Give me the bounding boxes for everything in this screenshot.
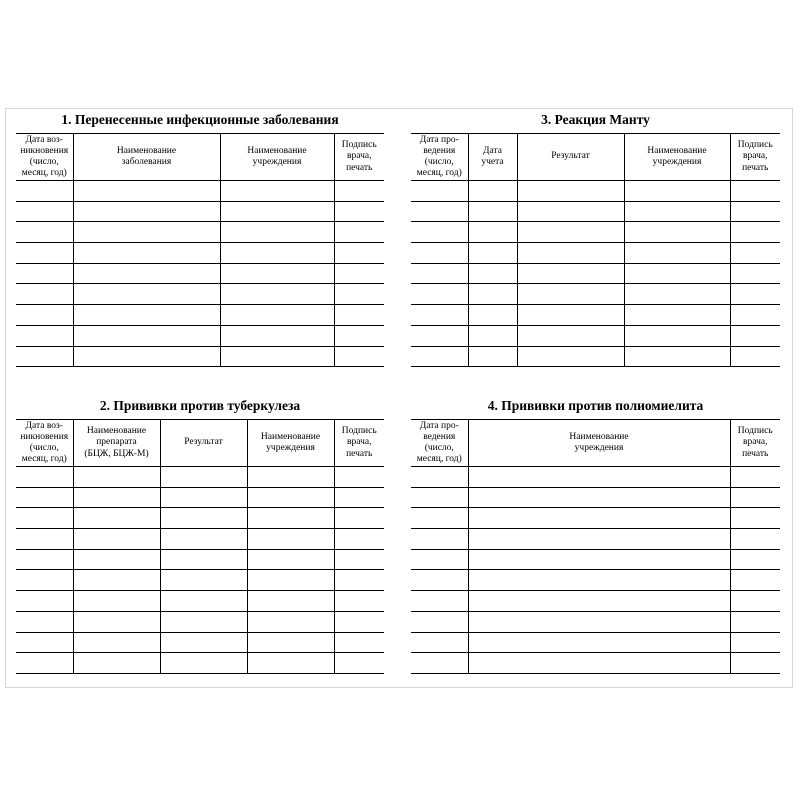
table-cell[interactable] bbox=[16, 549, 73, 570]
table-cell[interactable] bbox=[730, 570, 780, 591]
table-cell[interactable] bbox=[334, 487, 384, 508]
column-header-institution: Наименование учреждения bbox=[247, 420, 334, 467]
table-cell[interactable] bbox=[468, 632, 730, 653]
table-cell[interactable] bbox=[517, 305, 624, 326]
table-cell[interactable] bbox=[16, 529, 73, 550]
table-cell[interactable] bbox=[468, 549, 730, 570]
table-row bbox=[16, 487, 384, 508]
table-cell[interactable] bbox=[730, 653, 780, 674]
table-cell[interactable] bbox=[730, 346, 780, 367]
table-cell[interactable] bbox=[730, 284, 780, 305]
table-cell[interactable] bbox=[16, 305, 73, 326]
table-row bbox=[411, 529, 780, 550]
table-row bbox=[16, 243, 384, 264]
table-cell[interactable] bbox=[73, 570, 160, 591]
table-cell[interactable] bbox=[517, 181, 624, 202]
table-row bbox=[16, 181, 384, 202]
table-cell[interactable] bbox=[517, 243, 624, 264]
table-cell[interactable] bbox=[220, 263, 334, 284]
table-cell[interactable] bbox=[411, 305, 468, 326]
table-row bbox=[411, 549, 780, 570]
table-cell[interactable] bbox=[16, 243, 73, 264]
table-cell[interactable] bbox=[730, 611, 780, 632]
table-row bbox=[16, 549, 384, 570]
table-cell[interactable] bbox=[730, 181, 780, 202]
table-cell[interactable] bbox=[334, 181, 384, 202]
column-header-vaccine-name: Наименование препарата (БЦЖ, БЦЖ-М) bbox=[73, 420, 160, 467]
table-cell[interactable] bbox=[468, 529, 730, 550]
table-cell[interactable] bbox=[624, 243, 730, 264]
table-cell[interactable] bbox=[73, 263, 220, 284]
table-cell[interactable] bbox=[334, 243, 384, 264]
table-row bbox=[411, 305, 780, 326]
table-cell[interactable] bbox=[730, 467, 780, 488]
table-cell[interactable] bbox=[517, 263, 624, 284]
table-cell[interactable] bbox=[73, 222, 220, 243]
section-polio-vaccination bbox=[411, 396, 780, 674]
table-cell[interactable] bbox=[16, 611, 73, 632]
column-header-date: Дата воз- никновения (число, месяц, год) bbox=[16, 420, 73, 467]
table-cell[interactable] bbox=[334, 653, 384, 674]
table-cell[interactable] bbox=[16, 325, 73, 346]
table-cell[interactable] bbox=[730, 243, 780, 264]
table-cell[interactable] bbox=[411, 243, 468, 264]
table-cell[interactable] bbox=[220, 201, 334, 222]
table-row bbox=[16, 632, 384, 653]
table-cell[interactable] bbox=[247, 632, 334, 653]
column-header-date: Дата про- ведения (число, месяц, год) bbox=[411, 420, 468, 467]
table-cell[interactable] bbox=[624, 346, 730, 367]
table-cell[interactable] bbox=[411, 222, 468, 243]
table-cell[interactable] bbox=[247, 611, 334, 632]
table-cell[interactable] bbox=[247, 591, 334, 612]
table-cell[interactable] bbox=[247, 467, 334, 488]
table-cell[interactable] bbox=[220, 346, 334, 367]
table-row bbox=[16, 570, 384, 591]
table-row bbox=[16, 611, 384, 632]
section-mantoux bbox=[411, 110, 780, 367]
table-cell[interactable] bbox=[16, 181, 73, 202]
table-cell[interactable] bbox=[73, 305, 220, 326]
table-cell[interactable] bbox=[411, 653, 468, 674]
column-header-result: Результат bbox=[517, 134, 624, 181]
table-cell[interactable] bbox=[73, 508, 160, 529]
table-cell[interactable] bbox=[160, 467, 247, 488]
table-row bbox=[411, 570, 780, 591]
table-cell[interactable] bbox=[468, 570, 730, 591]
table-cell[interactable] bbox=[468, 181, 517, 202]
table-cell[interactable] bbox=[220, 325, 334, 346]
column-header-institution: Наименование учреждения bbox=[468, 420, 730, 467]
table-cell[interactable] bbox=[73, 487, 160, 508]
table-cell[interactable] bbox=[411, 263, 468, 284]
table-cell[interactable] bbox=[517, 346, 624, 367]
polio-table bbox=[411, 419, 780, 674]
table-cell[interactable] bbox=[517, 325, 624, 346]
table-cell[interactable] bbox=[730, 263, 780, 284]
table-cell[interactable] bbox=[16, 201, 73, 222]
table-cell[interactable] bbox=[334, 508, 384, 529]
column-header-signature: Подпись врача, печать bbox=[730, 134, 780, 181]
table-cell[interactable] bbox=[730, 632, 780, 653]
table-cell[interactable] bbox=[16, 591, 73, 612]
table-cell[interactable] bbox=[334, 325, 384, 346]
table-row bbox=[411, 201, 780, 222]
table-row bbox=[411, 325, 780, 346]
table-row bbox=[411, 611, 780, 632]
table-row bbox=[411, 263, 780, 284]
table-cell[interactable] bbox=[517, 284, 624, 305]
table-row bbox=[411, 632, 780, 653]
table-cell[interactable] bbox=[334, 467, 384, 488]
table-cell[interactable] bbox=[334, 305, 384, 326]
table-row bbox=[16, 508, 384, 529]
table-cell[interactable] bbox=[247, 487, 334, 508]
table-cell[interactable] bbox=[247, 508, 334, 529]
table-cell[interactable] bbox=[220, 222, 334, 243]
table-row bbox=[16, 201, 384, 222]
table-row bbox=[411, 508, 780, 529]
table-cell[interactable] bbox=[73, 346, 220, 367]
table-row bbox=[16, 346, 384, 367]
column-header-signature: Подпись врача, печать bbox=[730, 420, 780, 467]
table-cell[interactable] bbox=[16, 346, 73, 367]
table-cell[interactable] bbox=[334, 632, 384, 653]
section-title: 3. Реакция Манту bbox=[541, 112, 650, 127]
table-cell[interactable] bbox=[16, 222, 73, 243]
table-cell[interactable] bbox=[247, 549, 334, 570]
table-cell[interactable] bbox=[334, 570, 384, 591]
column-header-date: Дата воз- никновения (число, месяц, год) bbox=[16, 134, 73, 181]
column-header-signature: Подпись врача, печать bbox=[334, 134, 384, 181]
table-cell[interactable] bbox=[73, 632, 160, 653]
section-title: 4. Прививки против полиомиелита bbox=[487, 398, 704, 413]
table-cell[interactable] bbox=[160, 653, 247, 674]
table-cell[interactable] bbox=[73, 243, 220, 264]
table-cell[interactable] bbox=[73, 201, 220, 222]
table-cell[interactable] bbox=[160, 611, 247, 632]
table-cell[interactable] bbox=[73, 529, 160, 550]
table-cell[interactable] bbox=[624, 181, 730, 202]
table-cell[interactable] bbox=[624, 263, 730, 284]
section-infectious-diseases bbox=[16, 110, 384, 367]
table-row bbox=[411, 487, 780, 508]
section-tuberculosis-vaccination bbox=[16, 396, 384, 674]
table-cell[interactable] bbox=[730, 201, 780, 222]
table-cell[interactable] bbox=[411, 201, 468, 222]
table-cell[interactable] bbox=[16, 653, 73, 674]
table-row bbox=[411, 346, 780, 367]
table-cell[interactable] bbox=[468, 325, 517, 346]
table-cell[interactable] bbox=[411, 181, 468, 202]
table-cell[interactable] bbox=[247, 529, 334, 550]
table-cell[interactable] bbox=[468, 201, 517, 222]
tuberculosis-table bbox=[16, 419, 384, 674]
table-cell[interactable] bbox=[468, 305, 517, 326]
table-cell[interactable] bbox=[411, 284, 468, 305]
table-row bbox=[16, 263, 384, 284]
section-title: 1. Перенесенные инфекционные заболевания bbox=[61, 112, 339, 127]
table-cell[interactable] bbox=[220, 284, 334, 305]
table-cell[interactable] bbox=[468, 284, 517, 305]
table-cell[interactable] bbox=[411, 549, 468, 570]
table-cell[interactable] bbox=[468, 263, 517, 284]
table-cell[interactable] bbox=[624, 201, 730, 222]
table-cell[interactable] bbox=[334, 263, 384, 284]
table-cell[interactable] bbox=[730, 325, 780, 346]
table-row bbox=[16, 467, 384, 488]
table-cell[interactable] bbox=[160, 508, 247, 529]
table-cell[interactable] bbox=[411, 487, 468, 508]
table-cell[interactable] bbox=[73, 611, 160, 632]
table-cell[interactable] bbox=[730, 508, 780, 529]
table-cell[interactable] bbox=[468, 611, 730, 632]
column-header-institution: Наименование учреждения bbox=[624, 134, 730, 181]
table-cell[interactable] bbox=[468, 487, 730, 508]
table-cell[interactable] bbox=[334, 591, 384, 612]
table-cell[interactable] bbox=[411, 570, 468, 591]
table-cell[interactable] bbox=[468, 222, 517, 243]
table-cell[interactable] bbox=[73, 549, 160, 570]
table-cell[interactable] bbox=[16, 632, 73, 653]
table-cell[interactable] bbox=[730, 591, 780, 612]
table-cell[interactable] bbox=[730, 487, 780, 508]
table-cell[interactable] bbox=[334, 346, 384, 367]
table-cell[interactable] bbox=[411, 591, 468, 612]
table-cell[interactable] bbox=[468, 346, 517, 367]
mantoux-table bbox=[411, 133, 780, 367]
table-row bbox=[16, 653, 384, 674]
table-cell[interactable] bbox=[220, 243, 334, 264]
table-cell[interactable] bbox=[411, 467, 468, 488]
table-row bbox=[16, 222, 384, 243]
table-cell[interactable] bbox=[73, 591, 160, 612]
table-row bbox=[411, 222, 780, 243]
table-row bbox=[411, 181, 780, 202]
table-cell[interactable] bbox=[411, 325, 468, 346]
column-header-result: Результат bbox=[160, 420, 247, 467]
table-cell[interactable] bbox=[73, 653, 160, 674]
table-row bbox=[16, 305, 384, 326]
table-cell[interactable] bbox=[517, 222, 624, 243]
table-cell[interactable] bbox=[73, 181, 220, 202]
table-cell[interactable] bbox=[16, 570, 73, 591]
column-header-date: Дата про- ведения (число, месяц, год) bbox=[411, 134, 468, 181]
table-cell[interactable] bbox=[16, 487, 73, 508]
table-cell[interactable] bbox=[334, 201, 384, 222]
table-row bbox=[16, 325, 384, 346]
table-cell[interactable] bbox=[334, 222, 384, 243]
table-cell[interactable] bbox=[334, 549, 384, 570]
section-title: 2. Прививки против туберкулеза bbox=[99, 398, 301, 413]
table-row bbox=[411, 653, 780, 674]
table-cell[interactable] bbox=[160, 549, 247, 570]
table-cell[interactable] bbox=[411, 508, 468, 529]
table-cell[interactable] bbox=[220, 305, 334, 326]
table-cell[interactable] bbox=[160, 632, 247, 653]
table-cell[interactable] bbox=[73, 284, 220, 305]
table-row bbox=[16, 284, 384, 305]
table-cell[interactable] bbox=[247, 570, 334, 591]
table-cell[interactable] bbox=[411, 346, 468, 367]
table-cell[interactable] bbox=[468, 653, 730, 674]
table-cell[interactable] bbox=[334, 284, 384, 305]
table-cell[interactable] bbox=[468, 591, 730, 612]
table-cell[interactable] bbox=[160, 591, 247, 612]
table-cell[interactable] bbox=[730, 549, 780, 570]
diseases-table bbox=[16, 133, 384, 367]
column-header-disease-name: Наименование заболевания bbox=[73, 134, 220, 181]
table-cell[interactable] bbox=[624, 305, 730, 326]
table-cell[interactable] bbox=[411, 611, 468, 632]
table-cell[interactable] bbox=[73, 325, 220, 346]
table-cell[interactable] bbox=[160, 487, 247, 508]
table-cell[interactable] bbox=[16, 284, 73, 305]
table-row bbox=[16, 529, 384, 550]
table-row bbox=[411, 284, 780, 305]
table-row bbox=[411, 467, 780, 488]
table-cell[interactable] bbox=[730, 529, 780, 550]
column-header-institution: Наименование учреждения bbox=[220, 134, 334, 181]
table-row bbox=[411, 243, 780, 264]
table-cell[interactable] bbox=[624, 284, 730, 305]
table-cell[interactable] bbox=[624, 325, 730, 346]
table-cell[interactable] bbox=[517, 201, 624, 222]
table-cell[interactable] bbox=[247, 653, 334, 674]
table-cell[interactable] bbox=[16, 263, 73, 284]
table-cell[interactable] bbox=[468, 467, 730, 488]
table-cell[interactable] bbox=[468, 243, 517, 264]
table-row bbox=[411, 591, 780, 612]
table-cell[interactable] bbox=[730, 222, 780, 243]
table-cell[interactable] bbox=[160, 529, 247, 550]
table-cell[interactable] bbox=[730, 305, 780, 326]
table-cell[interactable] bbox=[411, 529, 468, 550]
column-header-reading-date: Дата учета bbox=[468, 134, 517, 181]
column-header-signature: Подпись врача, печать bbox=[334, 420, 384, 467]
table-cell[interactable] bbox=[624, 222, 730, 243]
table-cell[interactable] bbox=[220, 181, 334, 202]
table-row bbox=[16, 591, 384, 612]
table-cell[interactable] bbox=[468, 508, 730, 529]
table-cell[interactable] bbox=[160, 570, 247, 591]
table-cell[interactable] bbox=[334, 611, 384, 632]
table-cell[interactable] bbox=[73, 467, 160, 488]
table-cell[interactable] bbox=[411, 632, 468, 653]
table-cell[interactable] bbox=[334, 529, 384, 550]
table-cell[interactable] bbox=[16, 508, 73, 529]
table-cell[interactable] bbox=[16, 467, 73, 488]
